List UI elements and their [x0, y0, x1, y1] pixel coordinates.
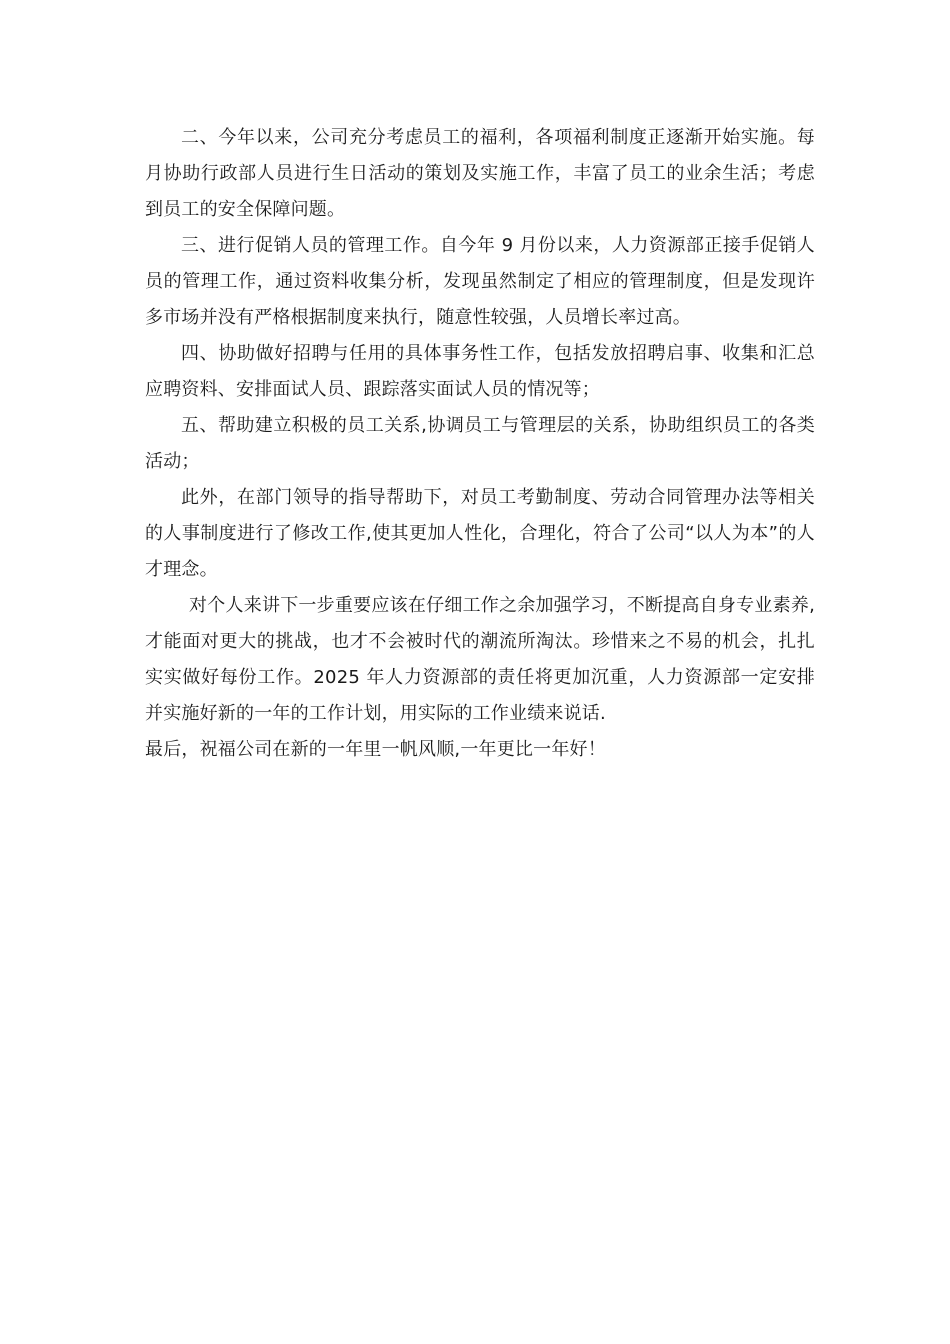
paragraph-welfare: 二、今年以来，公司充分考虑员工的福利，各项福利制度正逐渐开始实施。每月协助行政部人员进行生日活动的策划及实施工作，丰富了员工的业余生活；考虑到员工的安全保障问题。: [145, 127, 815, 220]
paragraph-policy-revision: 此外，在部门领导的指导帮助下，对员工考勤制度、劳动合同管理办法等相关的人事制度进行了修改工作,使其更加人性化，合理化，符合了公司“以人为本”的人才理念。: [145, 487, 815, 580]
document-body: [145, 120, 815, 768]
paragraph-recruitment: 四、协助做好招聘与任用的具体事务性工作，包括发放招聘启事、收集和汇总应聘资料、安排面试人员、跟踪落实面试人员的情况等；: [145, 343, 815, 400]
paragraph-employee-relations: 五、帮助建立积极的员工关系,协调员工与管理层的关系，协助组织员工的各类活动；: [145, 415, 815, 472]
paragraph-promotion-staff: 三、进行促销人员的管理工作。自今年 9 月份以来，人力资源部正接手促销人员的管理工作，通过资料收集分析，发现虽然制定了相应的管理制度，但是发现许多市场并没有严格根据制度来执行，随意性较强，人员增长率过高。: [145, 235, 815, 328]
paragraph-personal-plan: 对个人来讲下一步重要应该在仔细工作之余加强学习，不断提高自身专业素养,才能面对更大的挑战，也才不会被时代的潮流所淘汰。珍惜来之不易的机会，扎扎实实做好每份工作。2025 年人力资源部的责任将更加沉重，人力资源部一定安排并实施好新的一年的工作计划，用实际的工作业绩来说话.: [145, 595, 815, 724]
paragraph-closing-wishes: 最后，祝福公司在新的一年里一帆风顺,一年更比一年好！: [145, 739, 606, 760]
